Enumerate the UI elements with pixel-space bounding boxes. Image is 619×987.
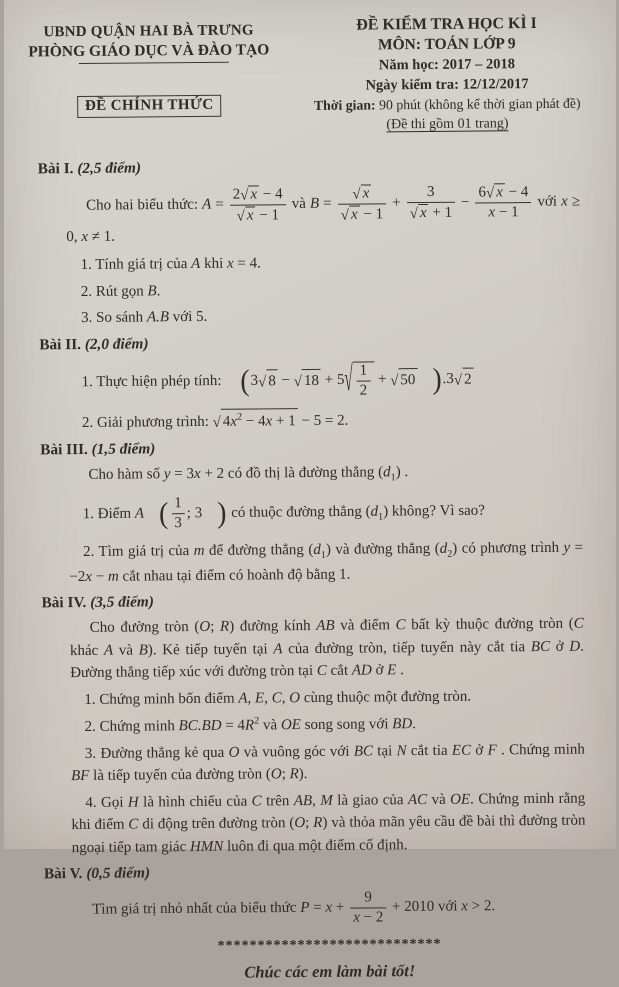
section-bai-4 (40, 588, 586, 859)
exam-title: ĐỀ KIỂM TRA HỌC KÌ I (355, 15, 537, 34)
exam-footer (72, 932, 586, 986)
separator-stars: **************************** (216, 936, 442, 954)
section-bai-2 (38, 329, 582, 435)
section-bai-1 (37, 154, 580, 330)
closing-message: Chúc các em làm bài tốt! (243, 960, 415, 982)
question-item: 2. Rút gọn B. (80, 282, 161, 300)
section-heading (37, 154, 579, 182)
exam-body (9, 133, 612, 987)
exam-date: Ngày kiểm tra: 12/12/2017 (364, 76, 529, 94)
section-label: Bài IV. (40, 594, 86, 612)
authority-name: UBND QUẬN HAI BÀ TRƯNG (42, 22, 254, 41)
section-label: Bài I. (37, 160, 74, 178)
section-heading (41, 588, 583, 616)
scanned-exam-page (4, 0, 616, 982)
school-year: Năm học: 2017 – 2018 (378, 56, 515, 74)
section-points: (2,5 điểm) (76, 159, 141, 178)
section-label: Bài V. (43, 865, 83, 883)
department-name: PHÒNG GIÁO DỤC VÀ ĐÀO TẠO (28, 40, 269, 64)
question-item: 3. Đường thẳng kẻ qua O và vuông góc với BC tại N cắt tia EC ở F . Chứng minh BF là tiếp tuyến của đường tròn (O; R). (70, 741, 585, 785)
duration-label: Thời gian: (313, 97, 376, 113)
question-item: 2. Giải phương trình: √ $4x^2 - 4x + 1 - 5 = 2$. (67, 406, 581, 435)
section-heading (40, 434, 582, 462)
question-item: 3. So sánh A.B với 5. (80, 308, 207, 327)
section-label: Bài II. (38, 335, 81, 353)
section-heading (43, 859, 585, 887)
section-label: Bài III. (39, 440, 88, 458)
duration-value: 90 phút (không kể thời gian phát đề) (375, 95, 581, 113)
section-bai-3 (39, 434, 583, 588)
section-points: (3,5 điểm) (89, 593, 154, 612)
problem-statement: Tìm giá trị nhỏ nhất của biểu thức P = x + $\frac{9}{x - 2}$ + 2010 với x > 2. (91, 889, 495, 926)
section-heading (39, 329, 581, 357)
issuing-authority-block (8, 12, 289, 118)
question-item: 1. Thực hiện phép tính: (3√ 8 − √ 18 + 5√ $\frac{1}{2}$ + √ 50 ).3√ 2 (67, 358, 581, 404)
exam-subject: MÔN: TOÁN LỚP 9 (377, 35, 516, 54)
question-item: 1. Tính giá trị của A khi x = 4. (80, 255, 261, 274)
question-item: 2. Chứng minh $BC.BD = 4R^2$ và OE song song với BD. (84, 715, 416, 736)
exam-header (8, 9, 605, 138)
section-points: (1,5 điểm) (91, 439, 155, 458)
section-points: (2,0 điểm) (84, 334, 149, 353)
problem-statement: Cho hàm số y = 3x + 2 có đồ thị là đường thẳng $(d_1)$ . (87, 463, 408, 483)
problem-statement: Cho đường tròn (O; R) đường kính AB và điểm C bất kỳ thuộc đường tròn (C khác A và B). Kẻ tiếp tuyến tại A của đường tròn, tiếp tuyến này cắt tia BC ở D. Đường thẳng tiếp xúc với đường tròn tại C cắt AD ở E . (69, 615, 584, 682)
exam-info-block (288, 9, 605, 136)
question-item: 1. Điểm A ( $\frac{1}{3}$ ; 3 ) có thuộc đường thẳng $(d_1)$ không? Vì sao? (82, 495, 485, 532)
problem-statement: Cho hai biểu thức: A = $\frac{2√ x - 4}{√ x - 1}$ và B = $\frac{√ x}{√ x - 1}$ + $\frac{3}{√ x + 1}$ − $\frac{6√ x - 4}{x - 1}$ với x ≥ 0, x ≠ 1. (65, 184, 580, 245)
exam-duration (289, 93, 605, 116)
question-item: 1. Chứng minh bốn điểm A, E, C, O cùng thuộc một đường tròn. (83, 688, 471, 708)
section-bai-5 (43, 859, 586, 929)
official-exam-stamp: ĐỀ CHÍNH THỨC (76, 95, 221, 118)
question-item: 4. Gọi H là hình chiếu của C trên AB, M là giao của AC và OE. Chứng minh rằng khi điểm C di động trên đường tròn (O; R) và thỏa mãn yêu cầu đề bài thì đường tròn ngoại tiếp tam giác HMN luôn đi qua một điểm cố định. (70, 790, 586, 856)
question-item: 2. Tìm giá trị của m để đường thẳng $(d_1)$ và đường thẳng $(d_2)$ có phương trình y = −2x − m cắt nhau tại điểm có hoành độ bằng 1. (68, 540, 583, 585)
page-count-note: (Đề thi gồm 01 trang) (385, 116, 509, 133)
stamp-container (9, 94, 289, 118)
section-points: (0,5 điểm) (85, 864, 150, 883)
